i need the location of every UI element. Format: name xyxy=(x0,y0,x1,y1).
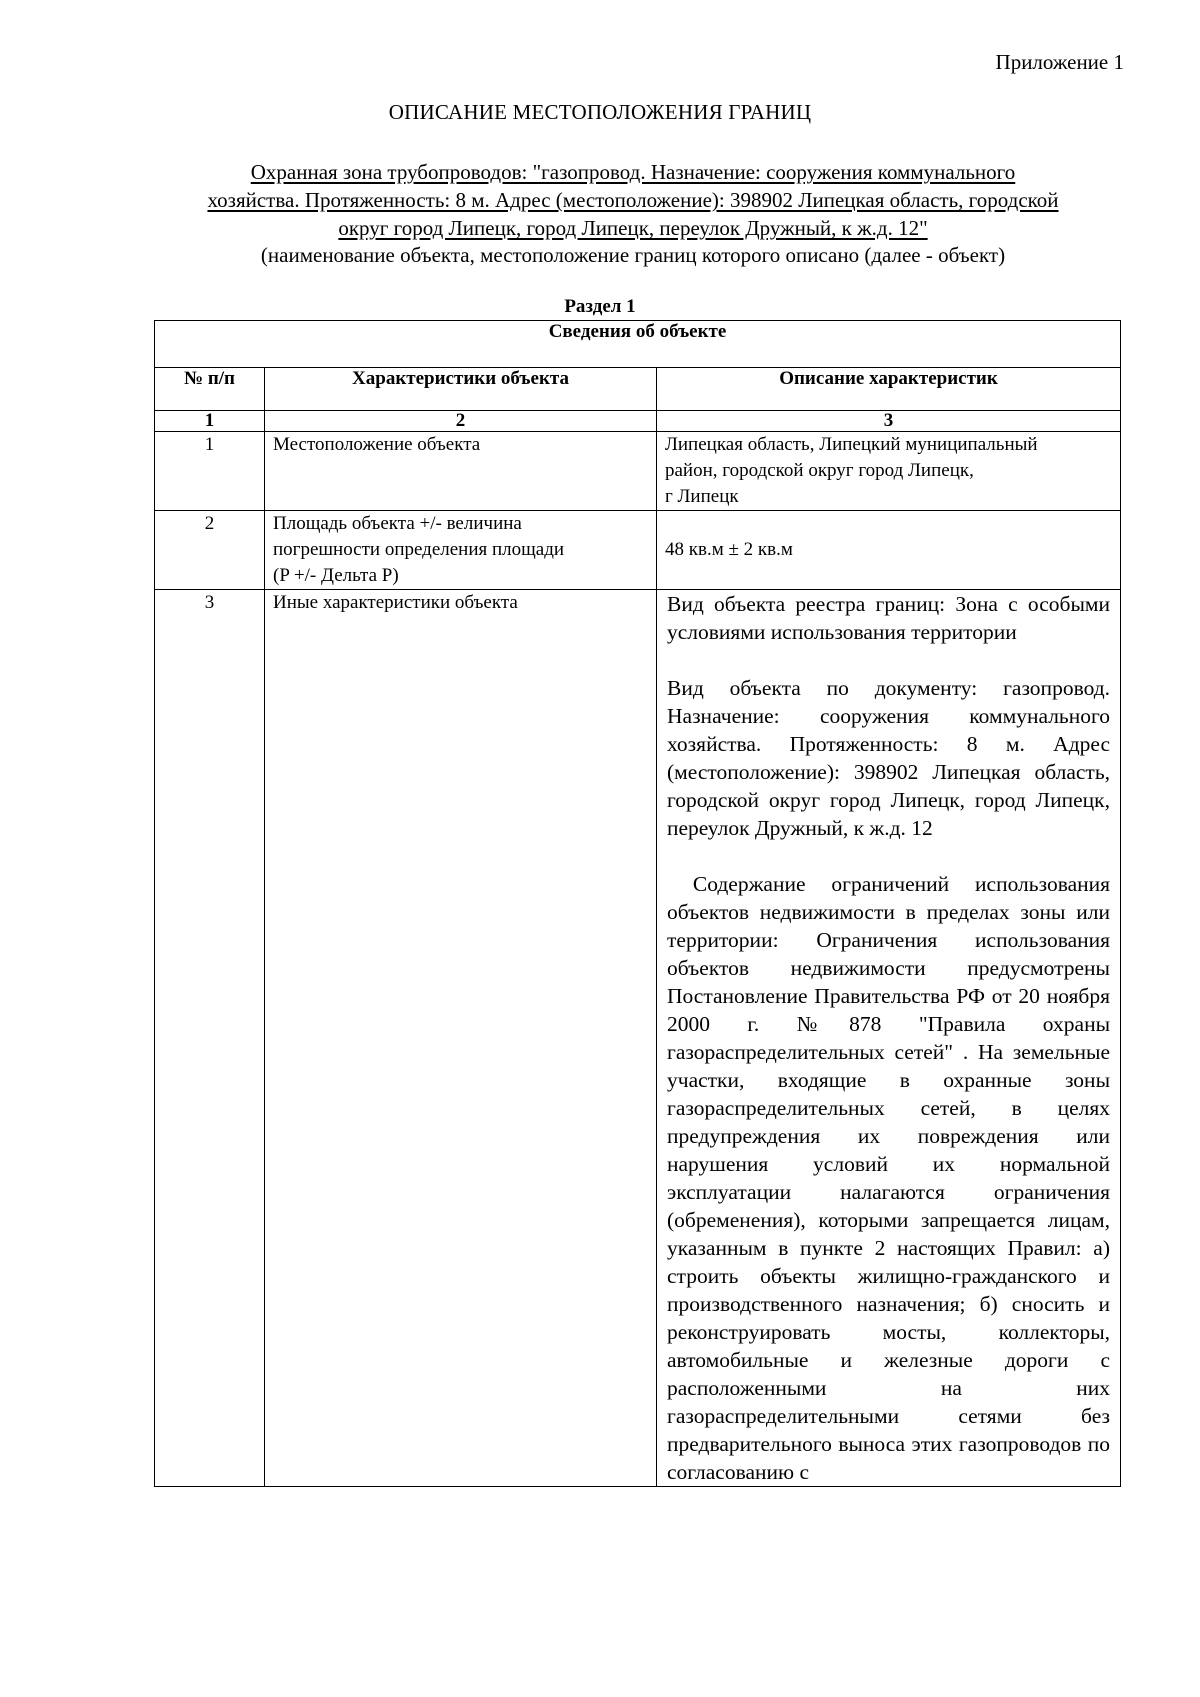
row-description xyxy=(657,432,1121,511)
row-number: 1 xyxy=(155,432,265,511)
table-row xyxy=(155,590,1121,1487)
table-header: Сведения об объекте xyxy=(155,321,1121,368)
section-title: Раздел 1 xyxy=(564,296,636,317)
characteristic-line: погрешности определения площади xyxy=(273,539,565,560)
description-line: Липецкая область, Липецкий муниципальный xyxy=(665,434,1038,455)
column-number: 2 xyxy=(265,411,657,432)
appendix-label: Приложение 1 xyxy=(995,50,1124,74)
column-header-number: № п/п xyxy=(155,368,265,411)
object-caption: (наименование объекта, местоположение границ которого описано (далее - объект) xyxy=(260,243,1006,267)
row-characteristic xyxy=(265,511,657,590)
description-paragraph: Вид объекта по документу: газопровод. Назначение: сооружения коммунального хозяйства. Протяженность: 8 м. Адрес (местоположение): 398902 Липецкая область, городской округ город Липецк, город Липецк, переулок Дружный, к ж.д. 12 xyxy=(667,676,1111,840)
row-characteristic: Иные характеристики объекта xyxy=(265,590,657,1487)
row-characteristic: Местоположение объекта xyxy=(265,432,657,511)
description-line: г Липецк xyxy=(665,486,739,507)
column-number: 1 xyxy=(155,411,265,432)
characteristic-line: (P +/- Дельта P) xyxy=(273,565,399,586)
object-name xyxy=(138,158,1128,242)
description-paragraph: Вид объекта реестра границ: Зона с особыми условиями использования территории xyxy=(667,592,1111,644)
row-number: 2 xyxy=(155,511,265,590)
table-row xyxy=(155,511,1121,590)
row-description: 48 кв.м ± 2 кв.м xyxy=(657,511,1121,590)
document-title: ОПИСАНИЕ МЕСТОПОЛОЖЕНИЯ ГРАНИЦ xyxy=(388,100,812,124)
column-number: 3 xyxy=(657,411,1121,432)
object-info-table xyxy=(154,320,1121,1487)
row-number: 3 xyxy=(155,590,265,1487)
description-line: район, городской округ город Липецк, xyxy=(665,460,974,481)
object-name-line: Охранная зона трубопроводов: "газопровод. Назначение: сооружения коммунального xyxy=(250,160,1016,184)
column-header-characteristic: Характеристики объекта xyxy=(265,368,657,411)
column-header-description: Описание характеристик xyxy=(657,368,1121,411)
object-name-line: округ город Липецк, город Липецк, переулок Дружный, к ж.д. 12" xyxy=(338,216,928,240)
object-name-line: хозяйства. Протяженность: 8 м. Адрес (местоположение): 398902 Липецкая область, городской xyxy=(207,188,1059,212)
table-row xyxy=(155,432,1121,511)
row-description xyxy=(657,590,1121,1487)
description-paragraph: Содержание ограничений использования объектов недвижимости в пределах зоны или территории: Ограничения использования объектов недвижимости предусмотрены Постановление Правительства РФ от 20 ноября 2000 г. №878 "Правила охраны газораспределительных сетей" . На земельные участки, входящие в охранные зоны газораспределительных сетей, в целях предупреждения их повреждения или нарушения условий их нормальной эксплуатации налагаются ограничения (обременения), которыми запрещается лицам, указанным в пункте 2 настоящих Правил: а) строить объекты жилищно-гражданского и производственного назначения; б) сносить и реконструировать мосты, коллекторы, автомобильные и железные дороги с расположенными на них газораспределительными сетями без предварительного выноса этих газопроводов по согласованию с xyxy=(667,872,1116,1484)
characteristic-line: Площадь объекта +/- величина xyxy=(273,513,522,534)
